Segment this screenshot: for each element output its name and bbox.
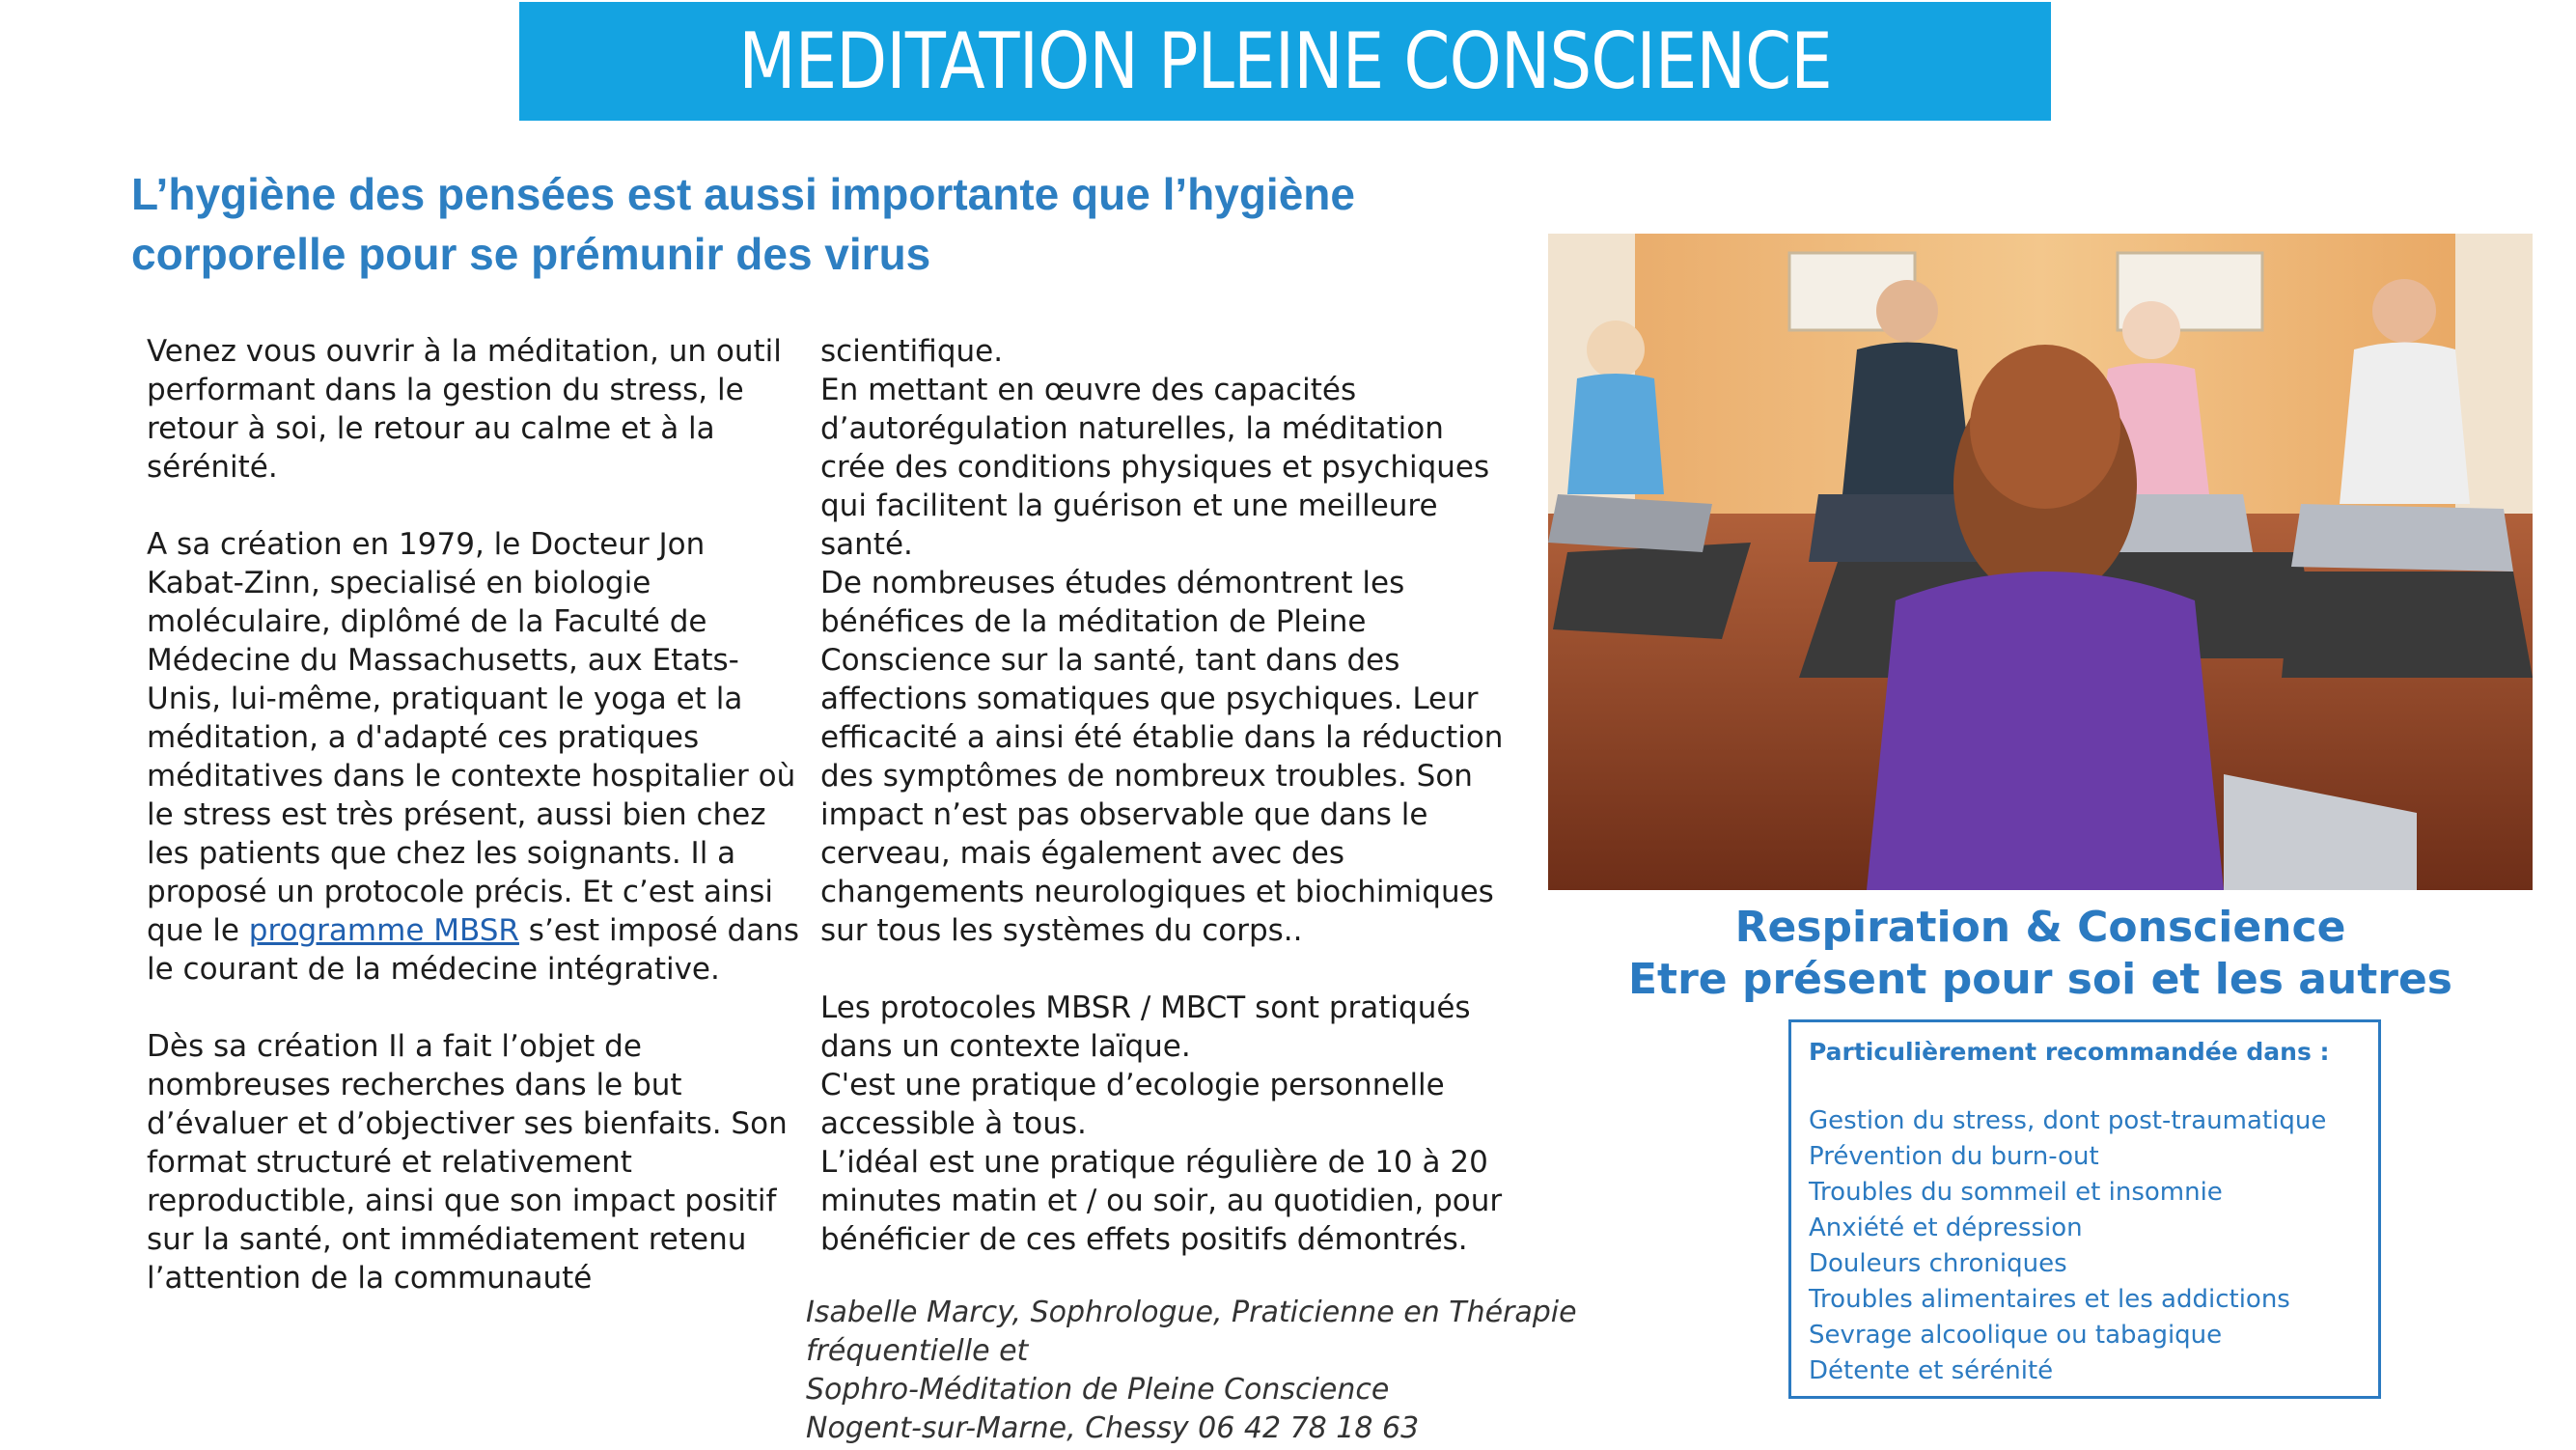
text-column-left (147, 332, 803, 1297)
title-banner (519, 2, 2051, 121)
intro-paragraph: Venez vous ouvrir à la méditation, un outil performant dans la gestion du stress, le retour à soi, le retour au calme et à la sérénité. (147, 334, 782, 485)
continuation-text: scientifique. (820, 334, 1004, 369)
list-item: Douleurs chroniques (1809, 1249, 2067, 1278)
tagline (1548, 902, 2533, 1006)
text-column-right (820, 332, 1515, 1259)
subtitle-line-1: L’hygiène des pensées est aussi importante que l’hygiène (131, 169, 1355, 219)
list-item: Détente et sérénité (1809, 1356, 2054, 1385)
list-item: Anxiété et dépression (1809, 1213, 2083, 1242)
list-item: Prévention du burn-out (1809, 1142, 2099, 1171)
author-signature (806, 1294, 1723, 1448)
page-title: MEDITATION PLEINE CONSCIENCE (738, 16, 1832, 106)
research-paragraph: Dès sa création Il a fait l’objet de nombreuses recherches dans le but d’évaluer et d’objectiver ses bienfaits. Son format structuré et relativement reproductible, ainsi que son impact positif sur la santé, ont immédiatement retenu l’attention de la communauté (147, 1029, 788, 1296)
list-item: Troubles du sommeil et insomnie (1809, 1178, 2223, 1207)
recommendations-box (1788, 1019, 2381, 1399)
list-item: Troubles alimentaires et les addictions (1809, 1285, 2290, 1314)
tagline-line-2: Etre présent pour soi et les autres (1628, 955, 2452, 1004)
signature-line-1: Isabelle Marcy, Sophrologue, Praticienne en Thérapie fréquentielle et (806, 1296, 1577, 1368)
signature-line-3: Nogent-sur-Marne, Chessy 06 42 78 18 63 (806, 1411, 1420, 1445)
history-text: A sa création en 1979, le Docteur Jon Kabat-Zinn, specialisé en biologie moléculaire, diplômé de la Faculté de Médecine du Massachusetts, aux Etats-Unis, lui-même, pratiquant le yoga et la méditation, a d'adapté ces pratiques méditatives dans le contexte hospitalier où le stress est très présent, aussi bien chez les patients que chez les soignants. Il a proposé un protocole précis. Et c’est ainsi que le (147, 527, 796, 948)
recommendations-list (1809, 1103, 2361, 1389)
self-regulation-paragraph: En mettant en œuvre des capacités d’autorégulation naturelles, la méditation crée des conditions physiques et psychiques qui facilitent la guérison et une meilleure santé. (820, 373, 1490, 562)
list-item: Gestion du stress, dont post-traumatique (1809, 1106, 2327, 1135)
history-paragraph (147, 525, 803, 989)
list-item: Sevrage alcoolique ou tabagique (1809, 1321, 2223, 1350)
subtitle (131, 164, 1521, 284)
history-text-end: s’est imposé dans le courant de la médecine intégrative. (147, 913, 800, 987)
tagline-line-1: Respiration & Conscience (1734, 903, 2346, 952)
meditation-group-photo (1548, 234, 2533, 890)
practice-paragraph: L’idéal est une pratique régulière de 10 à 20 minutes matin et / ou soir, au quotidien, pour bénéficier de ces effets positifs démontrés. (820, 1145, 1503, 1257)
ecology-paragraph: C'est une pratique d’ecologie personnelle accessible à tous. (820, 1068, 1445, 1141)
signature-line-2: Sophro-Méditation de Pleine Conscience (806, 1373, 1390, 1407)
subtitle-line-2: corporelle pour se prémunir des virus (131, 229, 931, 279)
secular-paragraph: Les protocoles MBSR / MBCT sont pratiqués dans un contexte laïque. (820, 990, 1471, 1064)
mbsr-program-link[interactable]: programme MBSR (248, 913, 519, 948)
recommendations-title: Particulièrement recommandée dans : (1809, 1038, 2330, 1066)
studies-paragraph: De nombreuses études démontrent les bénéfices de la méditation de Pleine Conscience sur la santé, tant dans des affections somatiques que psychiques. Leur efficacité a ainsi été établie dans la réduction des symptômes de nombreux troubles. Son impact n’est pas observable que dans le cerveau, mais également avec des changements neurologiques et biochimiques sur tous les systèmes du corps.. (820, 566, 1504, 948)
